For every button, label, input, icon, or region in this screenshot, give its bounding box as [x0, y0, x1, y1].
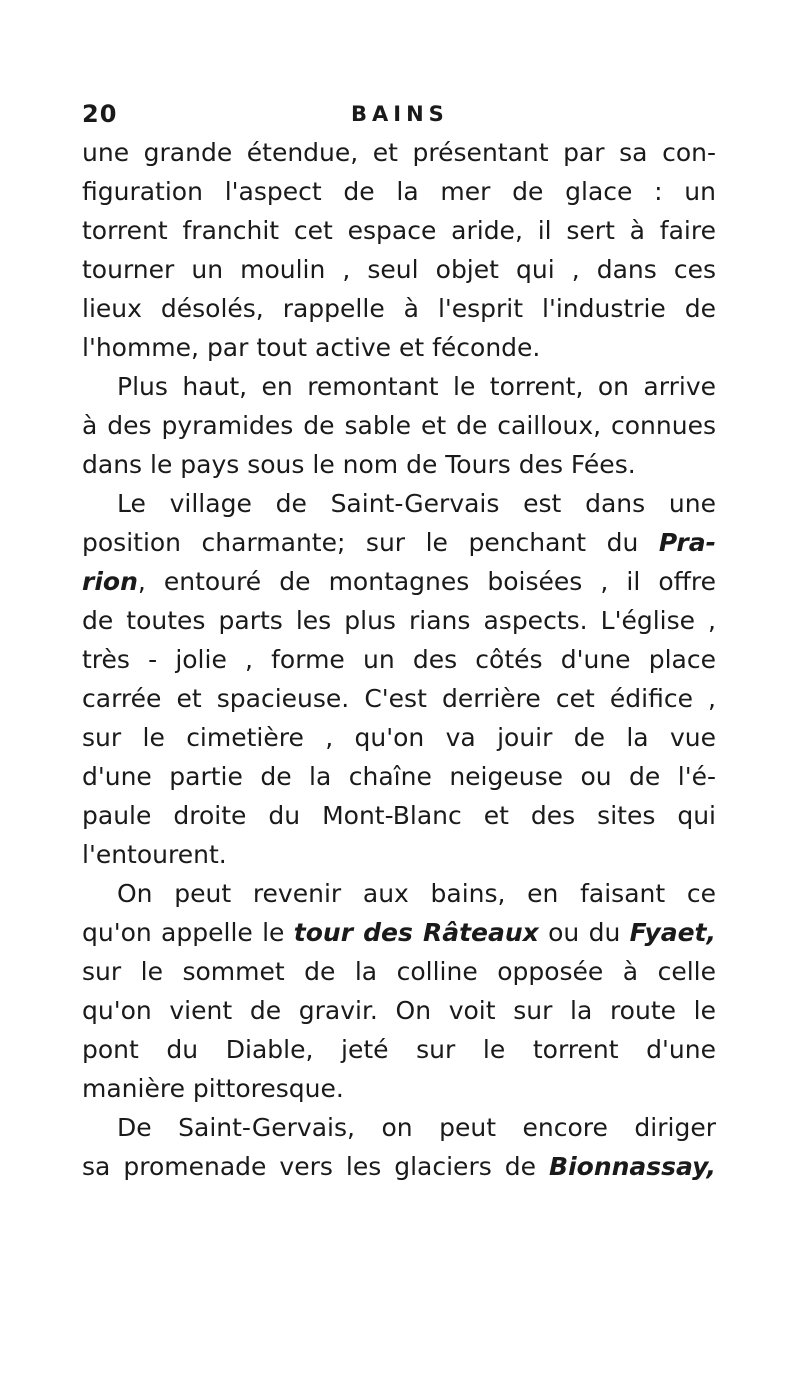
text-line: qu'on vient de gravir. On voit sur la route le [82, 996, 716, 1025]
text-segment: qu'on appelle le [82, 918, 294, 947]
place-name: Pra- [658, 528, 716, 557]
text-line: Plus haut, en remontant le torrent, on arrive [117, 372, 716, 401]
place-name: rion [82, 567, 138, 596]
running-head: BAINS [351, 102, 449, 126]
body-text [82, 133, 716, 1186]
text-segment: position charmante; sur le penchant du [82, 528, 659, 557]
place-name: Fyaet, [629, 918, 717, 947]
text-line: torrent franchit cet espace aride, il sert à faire [82, 216, 716, 245]
text-line: manière pittoresque. [82, 1074, 344, 1103]
text-line: très - jolie , forme un des côtés d'une place [82, 645, 716, 674]
text-line: Le village de Saint-Gervais est dans une [117, 489, 716, 518]
text-segment: , entouré de montagnes boisées , il offre [137, 567, 716, 596]
text-line: paule droite du Mont-Blanc et des sites qui [82, 801, 716, 830]
text-line [82, 913, 716, 952]
text-line [82, 1147, 716, 1186]
page-header [82, 100, 722, 130]
text-line: pont du Diable, jeté sur le torrent d'une [82, 1035, 716, 1064]
text-line: sur le sommet de la colline opposée à celle [82, 957, 716, 986]
text-segment: ou du [538, 918, 630, 947]
text-line: figuration l'aspect de la mer de glace : un [82, 177, 716, 206]
text-line: De Saint-Gervais, on peut encore diriger [117, 1113, 716, 1142]
text-line: dans le pays sous le nom de Tours des Fées. [82, 450, 636, 479]
text-line [82, 523, 716, 562]
text-line: à des pyramides de sable et de cailloux, connues [82, 411, 716, 440]
text-line: de toutes parts les plus rians aspects. L'église , [82, 606, 716, 635]
place-name: tour des Râteaux [293, 918, 539, 947]
text-line: d'une partie de la chaîne neigeuse ou de l'é- [82, 762, 716, 791]
text-line: On peut revenir aux bains, en faisant ce [117, 879, 716, 908]
text-line: carrée et spacieuse. C'est derrière cet édifice , [82, 684, 716, 713]
text-line: l'homme, par tout active et féconde. [82, 333, 541, 362]
text-line [82, 562, 716, 601]
place-name: Bionnassay, [549, 1152, 716, 1181]
text-line: l'entourent. [82, 840, 227, 869]
page-number: 20 [82, 100, 118, 128]
text-line: lieux désolés, rappelle à l'esprit l'industrie de [82, 294, 716, 323]
text-line: sur le cimetière , qu'on va jouir de la vue [82, 723, 716, 752]
text-segment: sa promenade vers les glaciers de [82, 1152, 550, 1181]
text-line: tourner un moulin , seul objet qui , dans ces [82, 255, 716, 284]
text-line: une grande étendue, et présentant par sa con- [82, 138, 716, 167]
